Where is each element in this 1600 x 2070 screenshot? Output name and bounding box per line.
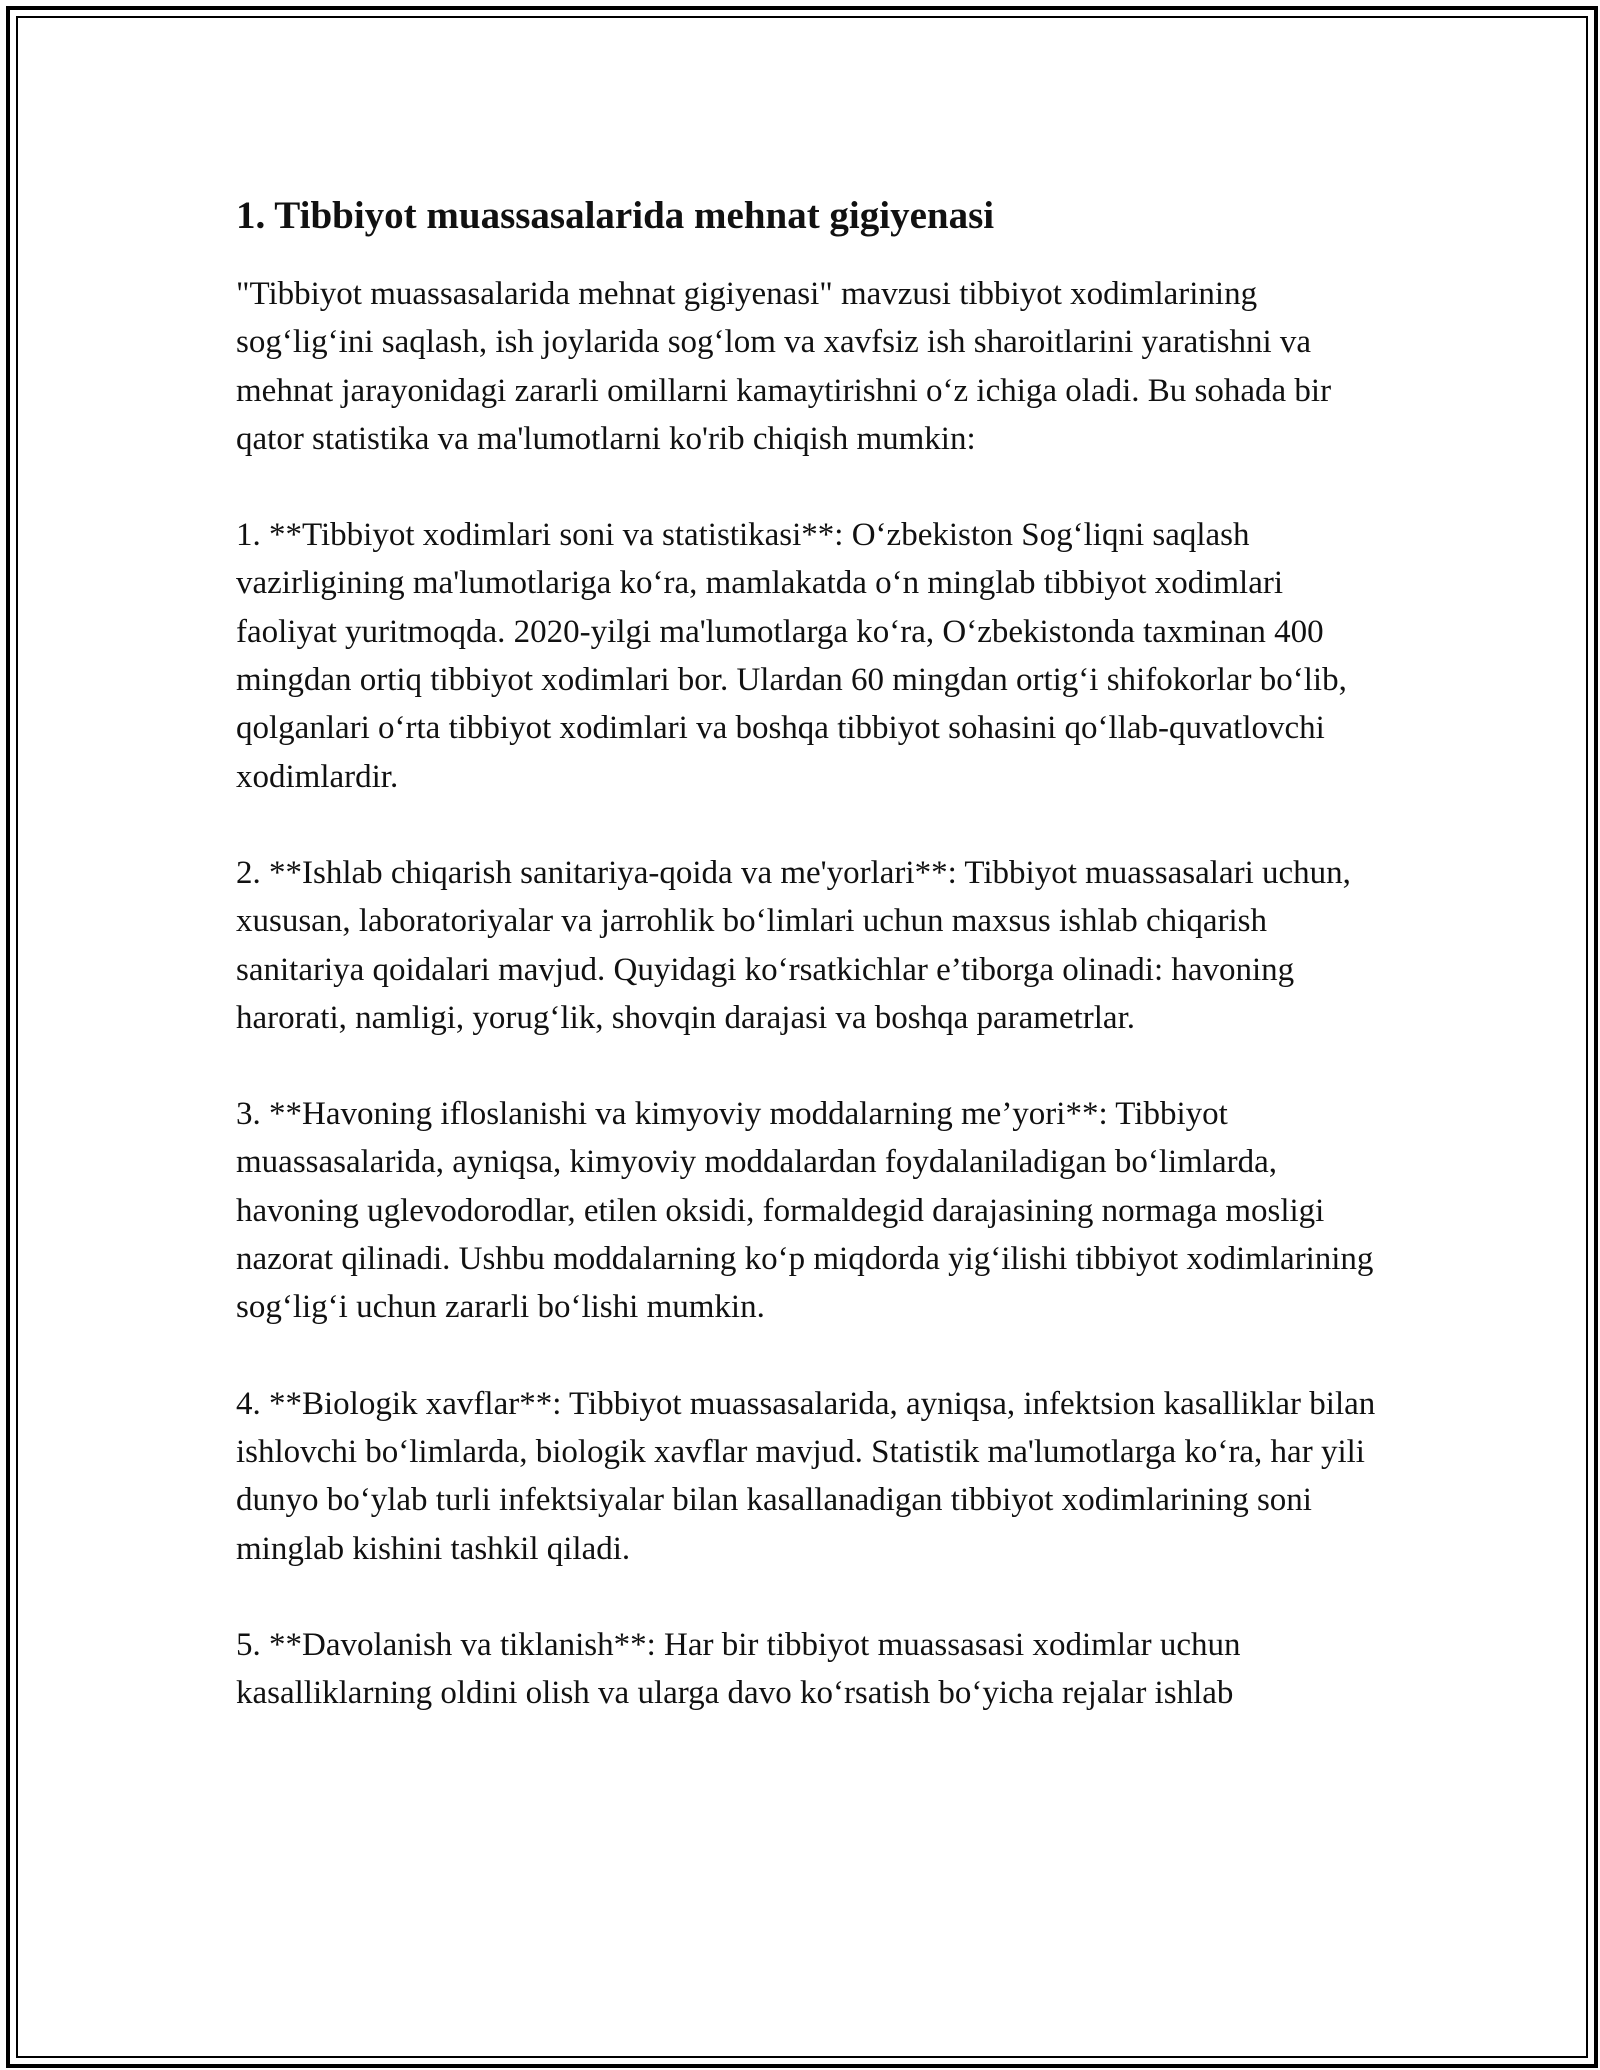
list-item: 5. **Davolanish va tiklanish**: Har bir tibbiyot muassasasi xodimlar uchun kasalliklarning oldini olish va ularga davo ko‘rsatish bo‘yicha rejalar ishlab [236,1626,1241,1712]
document-body [236,190,1376,1765]
list-item: 2. **Ishlab chiqarish sanitariya-qoida va me'yorlari**: Tibbiyot muassasalari uchun, xususan, laboratoriyalar va jarrohlik bo‘limlari uchun maxsus ishlab chiqarish sanitariya qoidalari mavjud. Quyidagi ko‘rsatkichlar e’tiborga olinadi: havoning harorati, namligi, yorug‘lik, shovqin darajasi va boshqa parametrlar. [236,854,1351,1036]
list-item: 4. **Biologik xavflar**: Tibbiyot muassasalarida, ayniqsa, infektsion kasalliklar bilan ishlovchi bo‘limlarda, biologik xavflar mavjud. Statistik ma'lumotlarga ko‘ra, har yili dunyo bo‘ylab turli infektsiyalar bilan kasallanadigan tibbiyot xodimlarining soni minglab kishini tashkil qiladi. [236,1385,1376,1567]
list-item: 1. **Tibbiyot xodimlari soni va statistikasi**: O‘zbekiston Sog‘liqni saqlash vazirligining ma'lumotlariga ko‘ra, mamlakatda o‘n minglab tibbiyot xodimlari faoliyat yuritmoqda. 2020-yilgi ma'lumotlarga ko‘ra, O‘zbekistonda taxminan 400 mingdan ortiq tibbiyot xodimlari bor. Ulardan 60 mingdan ortig‘i shifokorlar bo‘lib, qolganlari o‘rta tibbiyot xodimlari va boshqa tibbiyot sohasini qo‘llab-quvatlovchi xodimlardir. [236,517,1347,795]
intro-paragraph: "Tibbiyot muassasalarida mehnat gigiyenasi" mavzusi tibbiyot xodimlarining sog‘lig‘ini saqlash, ish joylarida sog‘lom va xavfsiz ish sharoitlarini yaratishni va mehnat jarayonidagi zararli omillarni kamaytirishni o‘z ichiga oladi. Bu sohada bir qator statistika va ma'lumotlarni ko'rib chiqish mumkin: [236,276,1332,457]
list-item: 3. **Havoning ifloslanishi va kimyoviy moddalarning me’yori**: Tibbiyot muassasalarida, ayniqsa, kimyoviy moddalardan foydalaniladigan bo‘limlarda, havoning uglevodorodlar, etilen oksidi, formaldegid darajasining normaga mosligi nazorat qilinadi. Ushbu moddalarning ko‘p miqdorda yig‘ilishi tibbiyot xodimlarining sog‘lig‘i uchun zararli bo‘lishi mumkin. [236,1096,1374,1326]
document-title: 1. Tibbiyot muassasalarida mehnat gigiyenasi [236,194,995,237]
